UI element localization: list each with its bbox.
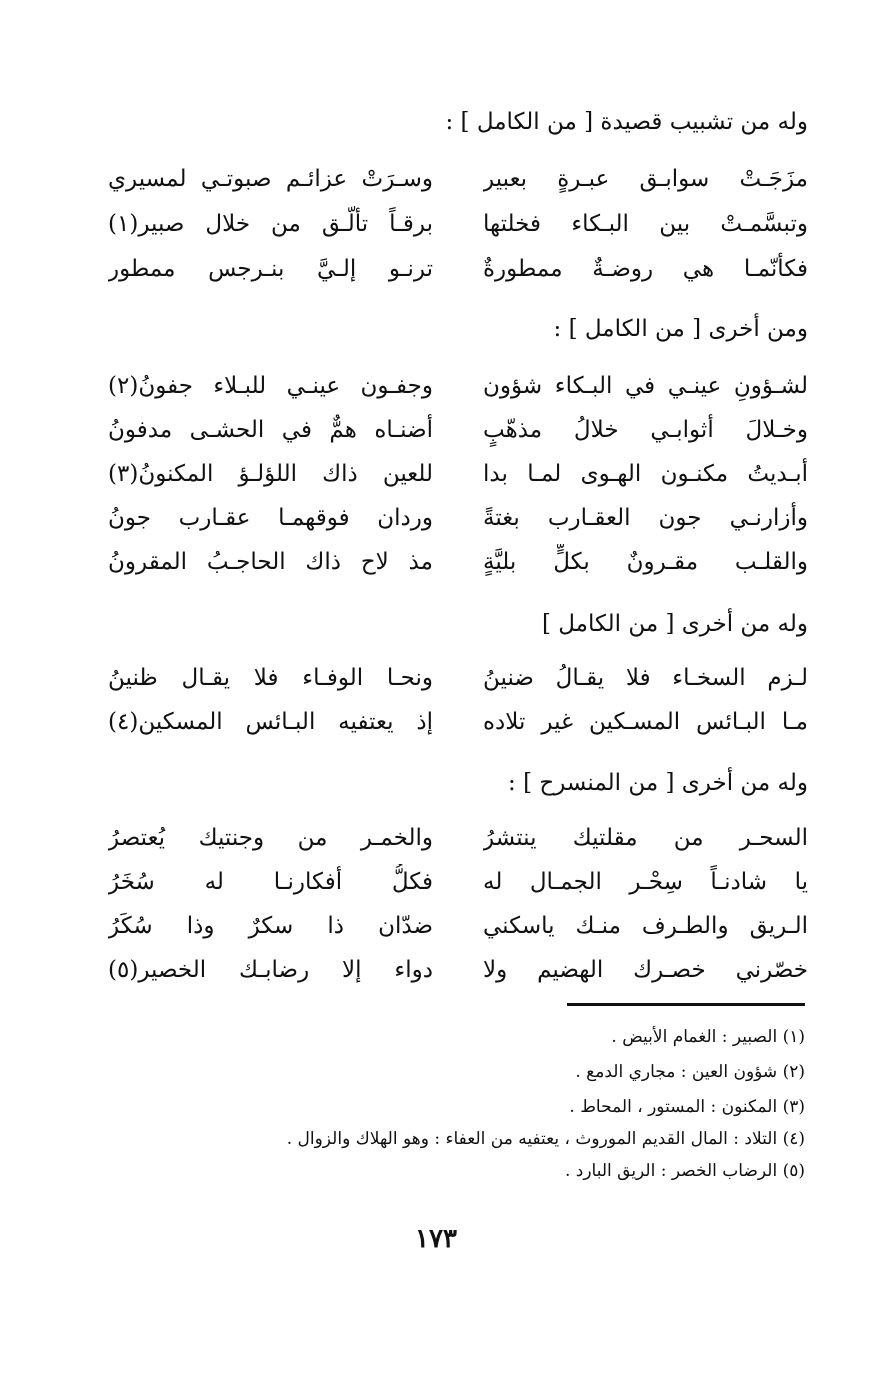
poem-heading: وله من تشبيب قصيدة [ من الكامل ] : xyxy=(445,109,808,135)
poem-heading: ومن أخرى [ من الكامل ] : xyxy=(553,316,808,342)
first-hemistich: لـزم السخـاء فلا يقـالُ ضنينُ xyxy=(483,665,808,691)
second-hemistich: برقـاً تألَّـق من خلال صبير(١) xyxy=(108,211,433,237)
second-hemistich: دواء إلا رضابـك الخصير(٥) xyxy=(108,957,433,983)
first-hemistich: يا شادنـاً سِحْـر الجمـال له xyxy=(483,869,808,895)
verse-line xyxy=(108,544,808,584)
footnote: (٢) شؤون العين : مجاري الدمع . xyxy=(575,1062,805,1082)
verse-line xyxy=(108,456,808,496)
footnote: (١) الصبير : الغمام الأبيض . xyxy=(611,1027,805,1047)
second-hemistich: ترنـو إلـيَّ بنـرجس ممطور xyxy=(108,256,433,282)
second-hemistich: وجفـون عينـي للبـلاء جفونُ(٢) xyxy=(108,373,433,399)
second-hemistich: ضدّان ذا سكرٌ وذا سُكَرُ xyxy=(108,913,433,939)
first-hemistich: الـريق والطـرف منـك ياسكني xyxy=(483,913,808,939)
first-hemistich: وخـلالَ أثوابـي خلالُ مذهّبٍ xyxy=(483,417,808,443)
second-hemistich: وسـرَتْ عزائـم صبوتـي لمسيري xyxy=(108,166,433,192)
poem-heading: وله من أخرى [ من المنسرح ] : xyxy=(508,770,808,796)
verse-line xyxy=(108,704,808,744)
verse-line xyxy=(108,161,808,201)
verse-line xyxy=(108,412,808,452)
verse-line xyxy=(108,952,808,992)
first-hemistich: مزَجَـتْ سوابـق عبـرةٍ بعبير xyxy=(483,166,808,192)
first-hemistich: خصّرني خصـرك الهضيم ولا xyxy=(483,957,808,983)
poem-heading: وله من أخرى [ من الكامل ] xyxy=(541,611,808,637)
first-hemistich: والقلـب مقـرونٌ بكلٍّ بليَّةٍ xyxy=(483,549,808,575)
second-hemistich: فكلُّ أفكارنـا له سُخَرُ xyxy=(108,869,433,895)
first-hemistich: فكأنّمـا هي روضـةٌ ممطورةٌ xyxy=(483,256,808,282)
page-number: ١٧٣ xyxy=(415,1224,457,1254)
verse-line xyxy=(108,864,808,904)
first-hemistich: السحـر من مقلتيك ينتشرُ xyxy=(483,825,808,851)
verse-line xyxy=(108,206,808,246)
first-hemistich: وأزارنـي جون العقـارب بغتةً xyxy=(483,505,808,531)
first-hemistich: وتبسَّمـتْ بين البـكاء فخلتها xyxy=(483,211,808,237)
first-hemistich: لشـؤونِ عينـي في البـكاء شؤون xyxy=(483,373,808,399)
second-hemistich: والخمـر من وجنتيك يُعتصرُ xyxy=(108,825,433,851)
verse-line xyxy=(108,820,808,860)
first-hemistich: مـا البـائس المسـكين غير تلاده xyxy=(483,709,808,735)
verse-line xyxy=(108,368,808,408)
footnote: (٣) المكنون : المستور ، المحاط . xyxy=(569,1097,805,1117)
second-hemistich: ونحـا الوفـاء فلا يقـال ظنينُ xyxy=(108,665,433,691)
second-hemistich: إذ يعتفيه البـائس المسكين(٤) xyxy=(108,709,433,735)
footnote-separator xyxy=(567,1003,805,1006)
verse-line xyxy=(108,500,808,540)
verse-line xyxy=(108,251,808,291)
second-hemistich: أضنـاه همٌّ في الحشـى مدفونُ xyxy=(108,417,433,443)
first-hemistich: أبـديتُ مكنـون الهـوى لمـا بدا xyxy=(483,461,808,487)
footnote: (٥) الرضاب الخصر : الريق البارد . xyxy=(564,1161,805,1181)
second-hemistich: وردان فوقهمـا عقـارب جونُ xyxy=(108,505,433,531)
verse-line xyxy=(108,660,808,700)
second-hemistich: للعين ذاك اللؤلـؤ المكنونُ(٣) xyxy=(108,461,433,487)
verse-line xyxy=(108,908,808,948)
second-hemistich: مذ لاح ذاك الحاجـبُ المقرونُ xyxy=(108,549,433,575)
footnote: (٤) التلاد : المال القديم الموروث ، يعتفيه من العفاء : وهو الهلاك والزوال . xyxy=(286,1129,805,1149)
